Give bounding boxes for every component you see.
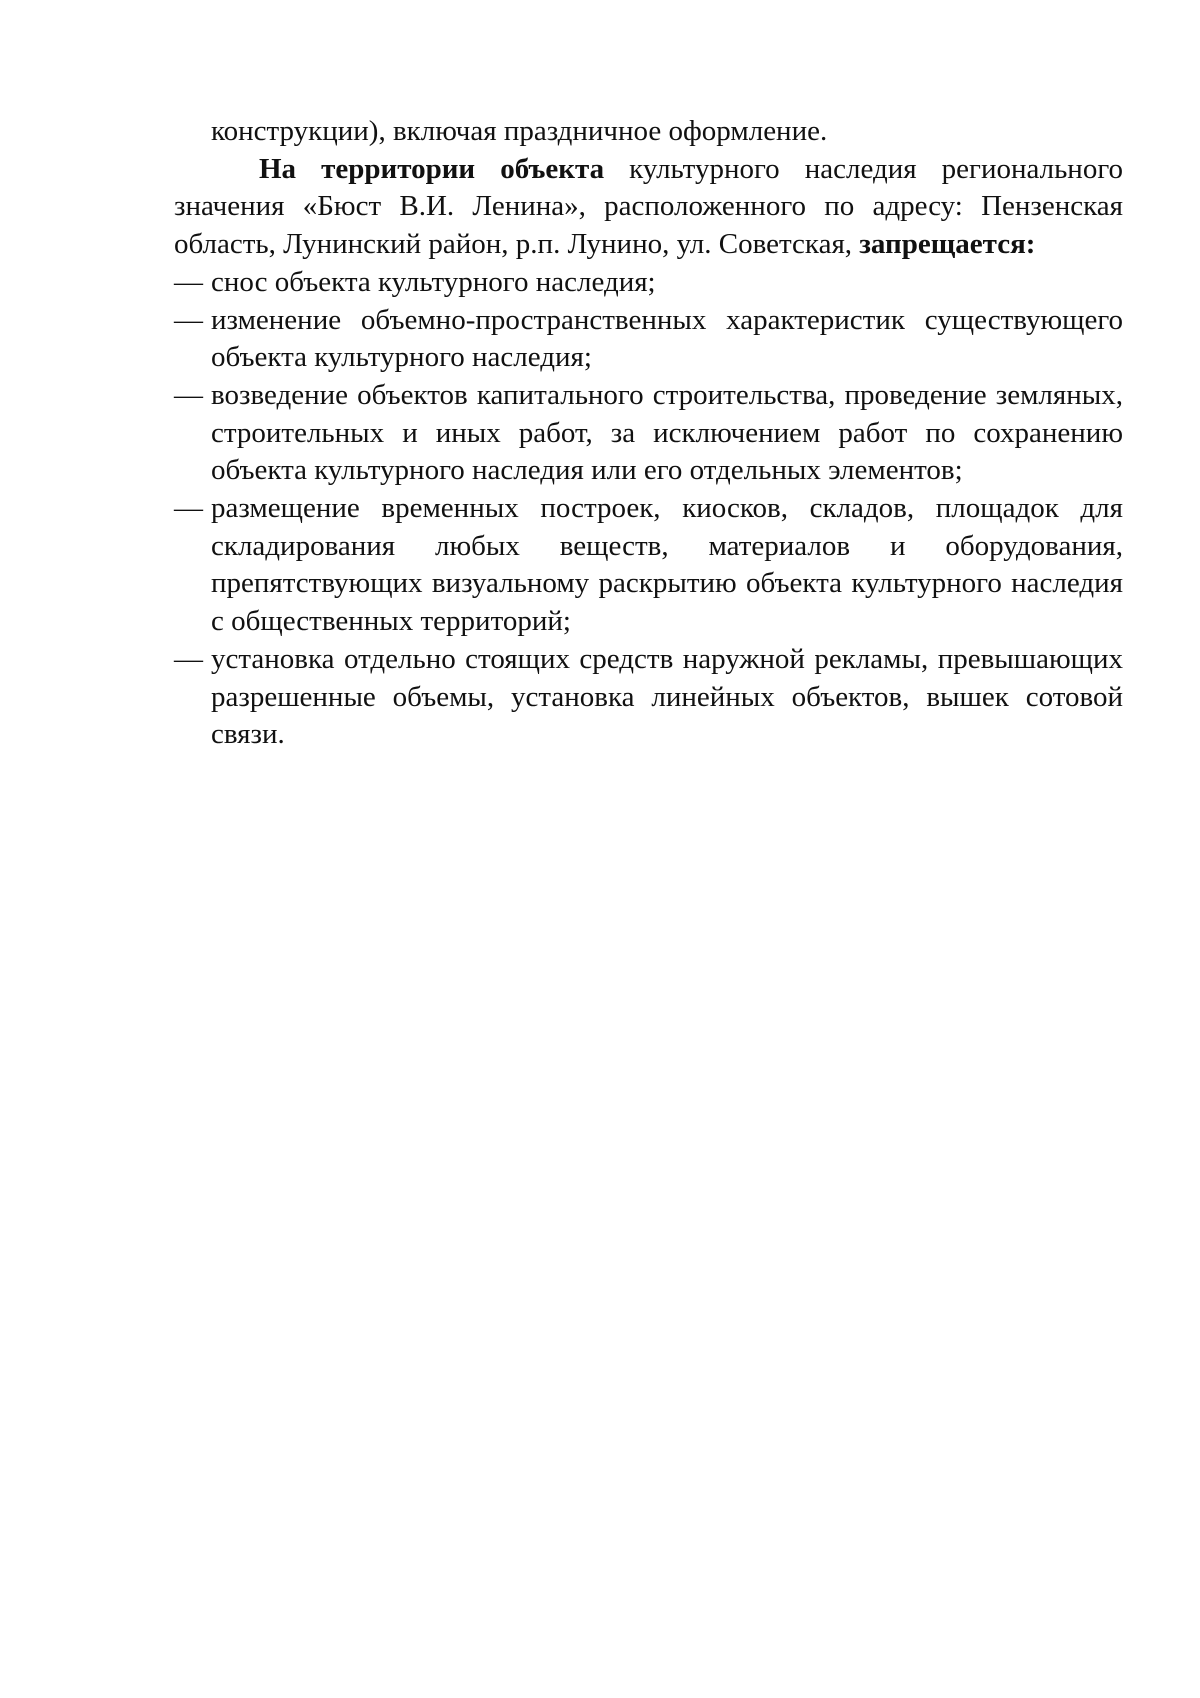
dash-marker: — bbox=[174, 378, 203, 411]
list-item bbox=[174, 264, 1123, 302]
list-item-text: размещение временных построек, киосков, складов, площадок для складирования любых веществ, материалов и оборудования, препятствующих визуальному раскрытию объекта культурного наследия с общественных территорий; bbox=[211, 492, 1123, 638]
list-item-text: снос объекта культурного наследия; bbox=[211, 265, 656, 298]
list-item-text: возведение объектов капитального строительства, проведение земляных, строительных и иных работ, за исключением работ по сохранению объекта культурного наследия или его отдельных элементов; bbox=[211, 378, 1123, 487]
list-item bbox=[174, 302, 1123, 377]
paragraph-tail-bold: запрещается: bbox=[859, 228, 1036, 261]
dash-marker: — bbox=[174, 265, 203, 298]
dash-marker: — bbox=[174, 303, 203, 336]
list-item bbox=[174, 490, 1123, 641]
list-item bbox=[174, 377, 1123, 490]
paragraph-text: культурного наследия регионального значения «Бюст В.И. Ленина», расположенного по адресу: Пензенская область, Лунинский район, р.п. Лунино, ул. Советская, bbox=[174, 152, 1123, 261]
list-item-text: изменение объемно-пространственных характеристик существующего объекта культурного наследия; bbox=[211, 303, 1123, 374]
prohibitions-list bbox=[174, 264, 1123, 754]
document-body bbox=[174, 113, 1123, 754]
paragraph-lead-bold: На территории объекта bbox=[259, 152, 605, 185]
dash-marker: — bbox=[174, 492, 203, 525]
prohibition-intro-paragraph bbox=[174, 151, 1123, 264]
list-item bbox=[174, 641, 1123, 754]
dash-marker: — bbox=[174, 642, 203, 675]
list-item-text: установка отдельно стоящих средств наружной рекламы, превышающих разрешенные объемы, установка линейных объектов, вышек сотовой связи. bbox=[211, 642, 1123, 751]
continued-line: конструкции), включая праздничное оформление. bbox=[211, 115, 828, 147]
